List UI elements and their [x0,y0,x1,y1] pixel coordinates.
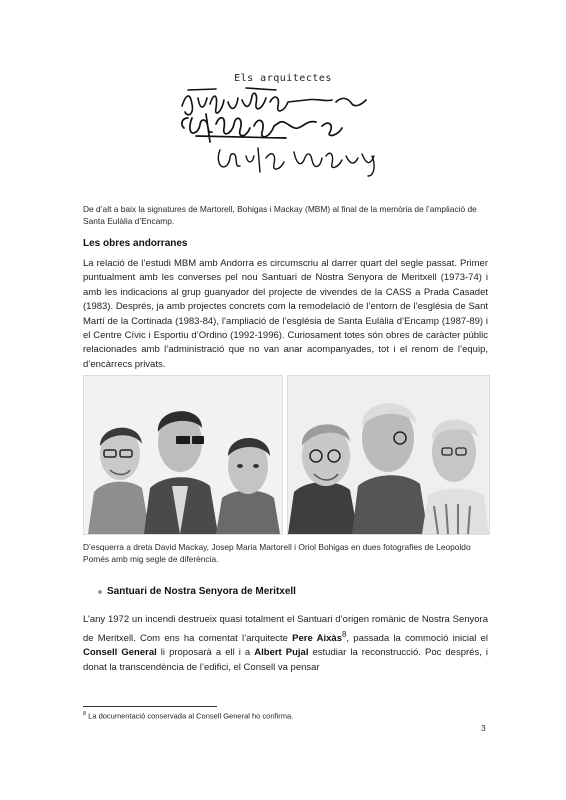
body-paragraph: La relació de l’estudi MBM amb Andorra es circumscriu al darrer quart del segle passat. Primer puntualment amb les converses pel nou Santuari de Nostra Senyora de Meritxell (1973-74) i amb les indicacions al grup guanyador del projecte de vivendes de la CASS a Prada Casadet (1983). Després, ja amb projectes concrets com la remodelació de l’entorn de l’església de Sant Martí de la Cortinada (1983-84), l’ampliació de l’església de Santa Eulàlia d’Encamp (1987-89) i el Centre Cívic i Esportiu d’Ordino (1992-1996). Curiosament totes són obres de caràcter públic relacionades amb l’administració que no van anar acompanyades, tot i el renom de l’equip, d’encàrrecs privats. [83,258,488,370]
page-number: 3 [481,723,486,733]
subsection-heading: Santuari de Nostra Senyora de Meritxell [107,586,296,597]
bold-name: Consell General [83,647,157,659]
paragraph-text: , passada la commoció inicial el [346,632,488,644]
body-paragraph-meritxell [83,613,488,676]
signature-mackay [218,148,374,176]
photos-caption: D’esquerra a dreta David Mackay, Josep Maria Martorell i Oriol Bohigas en dues fotografies de Leopoldo Pomés amb mig segle de diferència. [83,542,471,564]
footnote-number: 8 [83,711,87,717]
footnote [83,711,293,721]
signatures-caption: De d’alt a baix la signatures de Martorell, Bohigas i Mackay (MBM) al final de la memòria de l’ampliació de Santa Eulàlia d’Encamp. [83,204,477,226]
footnote-reference[interactable]: 8 [342,629,347,639]
bold-name: Albert Pujal [254,647,309,659]
signature-martorell [182,88,366,115]
signatures-image [176,84,396,180]
bold-name: Pere Aixàs [292,632,343,644]
architects-photo-1960s [83,375,283,535]
architects-photo-recent [287,375,490,535]
paragraph-text: L’any 1972 un incendi destrueix quasi totalment el Santuari d’origen romànic de Nostra Senyora de Meritxell. Com ens ha comentat l’arquitecte [83,614,488,644]
figure-title: Els arquitectes [234,73,332,84]
footnote-separator [83,706,217,707]
paragraph-text: li proposarà a ell i a [156,647,255,659]
paragraph-text: estudiar la reconstrucció. Poc després, i donat la transcendència de l’edifici, el Consell va pensar [83,647,488,673]
bullet-icon [98,590,102,594]
section-heading: Les obres andorranes [83,238,188,249]
footnote-text: La documentació conservada al Consell General ho confirma. [86,711,294,721]
signature-bohigas [182,114,342,142]
